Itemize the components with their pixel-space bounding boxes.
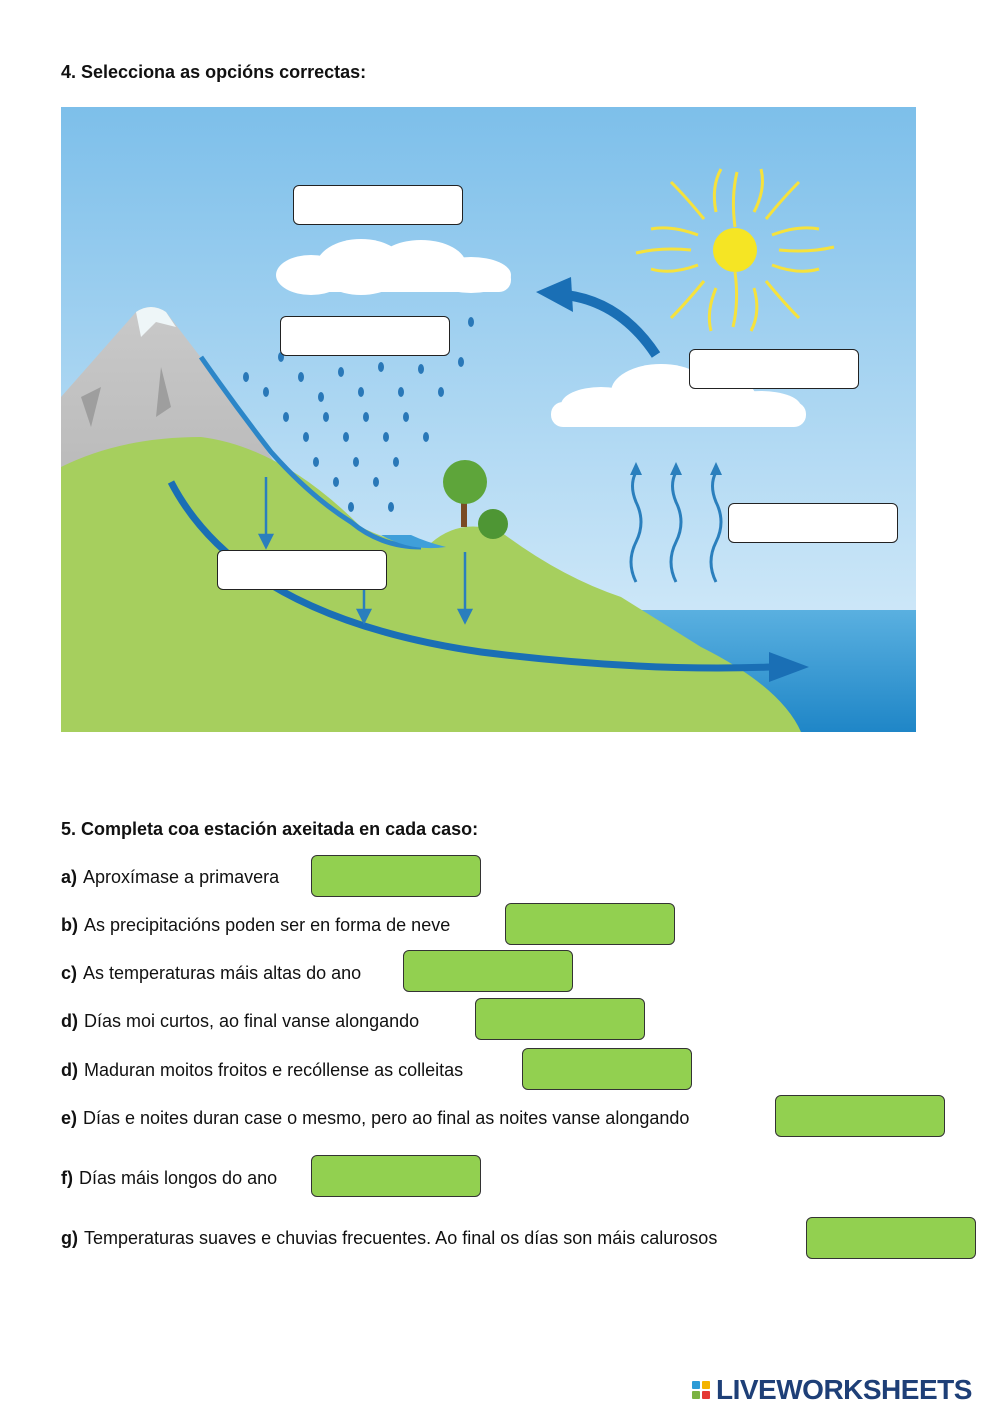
label-box-precipitation[interactable]: [280, 316, 450, 356]
item-d1: [61, 1000, 419, 1042]
item-letter: c): [61, 962, 78, 983]
answer-box-b[interactable]: [505, 903, 675, 945]
logo-text: LIVEWORKSHEETS: [716, 1374, 972, 1405]
item-e: [61, 1097, 689, 1139]
answer-box-d2[interactable]: [522, 1048, 692, 1090]
item-a: [61, 856, 279, 898]
answer-box-f[interactable]: [311, 1155, 481, 1197]
question-4-title: 4. Selecciona as opcións correctas:: [61, 62, 367, 82]
item-text: Maduran moitos froitos e recóllense as colleitas: [84, 1059, 464, 1080]
label-box-cloud[interactable]: [689, 349, 859, 389]
item-letter: e): [61, 1107, 78, 1128]
item-d2: [61, 1049, 463, 1091]
logo-icon: [692, 1381, 710, 1399]
label-box-evaporation[interactable]: [728, 503, 898, 543]
item-text: Temperaturas suaves e chuvias frecuentes. Ao final os días son máis calurosos: [84, 1227, 718, 1248]
item-text: As precipitacións poden ser en forma de neve: [84, 914, 451, 935]
item-letter: d): [61, 1010, 78, 1031]
question-5-title: 5. Completa coa estación axeitada en cada caso:: [61, 819, 479, 839]
label-box-condensation[interactable]: [293, 185, 463, 225]
answer-box-e[interactable]: [775, 1095, 945, 1137]
item-letter: a): [61, 866, 78, 887]
item-c: [61, 952, 361, 994]
item-g: [61, 1217, 717, 1259]
item-letter: g): [61, 1227, 78, 1248]
label-box-runoff[interactable]: [217, 550, 387, 590]
liveworksheets-logo: [692, 1374, 972, 1406]
item-letter: b): [61, 914, 78, 935]
water-cycle-diagram: [61, 107, 916, 732]
item-letter: f): [61, 1167, 73, 1188]
item-letter: d): [61, 1059, 78, 1080]
item-text: Días e noites duran case o mesmo, pero ao final as noites vanse alongando: [83, 1107, 690, 1128]
item-text: Días máis longos do ano: [79, 1167, 278, 1188]
answer-box-c[interactable]: [403, 950, 573, 992]
answer-box-d1[interactable]: [475, 998, 645, 1040]
item-b: [61, 904, 450, 946]
water-cycle-illustration: [61, 107, 916, 732]
item-text: As temperaturas máis altas do ano: [83, 962, 362, 983]
answer-box-a[interactable]: [311, 855, 481, 897]
item-text: Días moi curtos, ao final vanse alongando: [84, 1010, 420, 1031]
item-f: [61, 1157, 277, 1199]
item-text: Aproxímase a primavera: [83, 866, 280, 887]
answer-box-g[interactable]: [806, 1217, 976, 1259]
